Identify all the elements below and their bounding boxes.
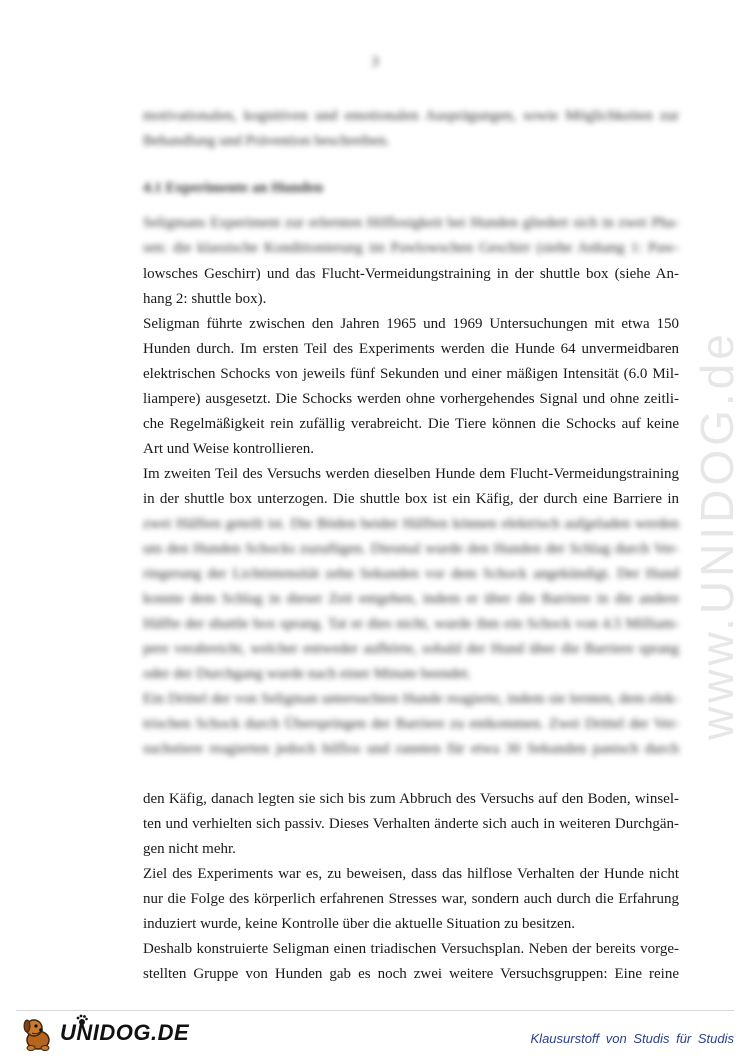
text-line: Art und Weise kontrollieren.	[143, 441, 314, 457]
text-line: trischen Schock durch Überspringen der Barriere zu entkommen. Zwei Drittel der Ver-	[143, 716, 679, 732]
text-line: Ein Drittel der von Seligman untersuchten Hunde reagierte, indem sie lernten, dem elek-	[143, 691, 679, 707]
text-line: um den Hunden Schocks zuzufügen. Diesmal wurde den Hunden der Schlag durch Ver-	[143, 541, 679, 557]
text-line: Behandlung und Prävention beschreiben.	[143, 133, 390, 149]
text-line: Hunden durch. Im ersten Teil des Experiments werden die Hunde 64 unvermeidbaren	[143, 341, 679, 357]
text-line: pere verabreicht, welcher entweder aufhörte, sobald der Hund über die Barriere sprang	[143, 641, 679, 657]
clear-text-block-1	[143, 262, 679, 512]
text-line: gen nicht mehr.	[143, 841, 236, 857]
text-line: sen: die klassische Konditionierung im Pawlowschen Geschirr (siehe Anhang 1: Paw-	[143, 240, 679, 256]
blurred-middle-paragraph	[143, 512, 679, 762]
footer-rule	[16, 1010, 734, 1011]
text-line: den Käfig, danach legten sie sich bis zum Abbruch des Versuchs auf den Boden, winsel-	[143, 791, 679, 807]
page-number: 3	[371, 54, 379, 70]
section-heading: 4.1 Experimente an Hunden	[143, 180, 324, 196]
blurred-intro-paragraph	[143, 211, 679, 261]
text-line: hang 2: shuttle box).	[143, 291, 267, 307]
clear-text-block-2	[143, 787, 679, 987]
text-line: motivationalen, kognitiven und emotionalen Ausprägungen, sowie Möglichkeiten zur	[143, 108, 679, 124]
text-line: oder der Durchgang wurde nach einer Minute beendet.	[143, 666, 472, 682]
dog-mascot-icon	[18, 1014, 58, 1054]
text-line: Im zweiten Teil des Versuchs werden dieselben Hunde dem Flucht-Vermeidungstraining	[143, 466, 679, 482]
text-line: ringerung der Lichtintensität zehn Sekunden vor dem Schock angekündigt. Der Hund	[143, 566, 679, 582]
text-line: suchstiere reagierten jedoch hilflos und rannten für etwa 30 Sekunden panisch durch	[143, 741, 679, 757]
logo-wordmark: UNIDOG.DE	[60, 1020, 190, 1045]
text-line: liampere) ausgesetzt. Die Schocks werden ohne vorhergehendes Signal und ohne zeitli-	[143, 391, 679, 407]
text-line: in der shuttle box unterzogen. Die shuttle box ist ein Käfig, der durch eine Barriere in	[143, 491, 679, 507]
text-line: ten und verhielten sich passiv. Dieses Verhalten änderte sich auch in weiteren Durchgän-	[143, 816, 679, 832]
text-line: Deshalb konstruierte Seligman einen triadischen Versuchsplan. Neben der bereits vorge-	[143, 941, 679, 957]
watermark: www.UNIDOG.de	[691, 330, 743, 740]
text-line: Ziel des Experiments war es, zu beweisen, dass das hilflose Verhalten der Hunde nicht	[143, 866, 679, 882]
text-line: induziert wurde, keine Kontrolle über die aktuelle Situation zu besitzen.	[143, 916, 575, 932]
text-line: konnte dem Schlag in dieser Zeit entgehen, indem er über die Barriere in die andere	[143, 591, 679, 607]
text-line: Hälfte der shuttle box sprang. Tat er dies nicht, wurde ihm ein Schock von 4.5 Milliam-	[143, 616, 679, 632]
text-line: elektrischen Schocks von jeweils fünf Sekunden und einer mäßigen Intensität (6.0 Mil-	[143, 366, 679, 382]
text-line: nur die Folge des körperlich erfahrenen Stresses war, sondern auch durch die Erfahrung	[143, 891, 679, 907]
text-line: Seligmans Experiment zur erlernten Hilflosigkeit bei Hunden gliedert sich in zwei Pha-	[143, 215, 679, 231]
text-line: stellten Gruppe von Hunden gab es noch zwei weitere Versuchsgruppen: Eine reine	[143, 966, 679, 982]
blurred-top-paragraph	[143, 104, 679, 154]
footer-tagline: Klausurstoff von Studis für Studis	[530, 1031, 734, 1046]
text-line: zwei Hälften geteilt ist. Die Böden beider Hälften können elektrisch aufgeladen werden	[143, 516, 679, 532]
unidog-logo[interactable]	[18, 1014, 188, 1054]
text-line: Seligman führte zwischen den Jahren 1965 und 1969 Untersuchungen mit etwa 150	[143, 316, 679, 332]
text-line: che Regelmäßigkeit rein zufällig verabreicht. Die Tiere können die Schocks auf keine	[143, 416, 679, 432]
text-line: lowsches Geschirr) und das Flucht-Vermeidungstraining in der shuttle box (siehe An-	[143, 266, 679, 282]
